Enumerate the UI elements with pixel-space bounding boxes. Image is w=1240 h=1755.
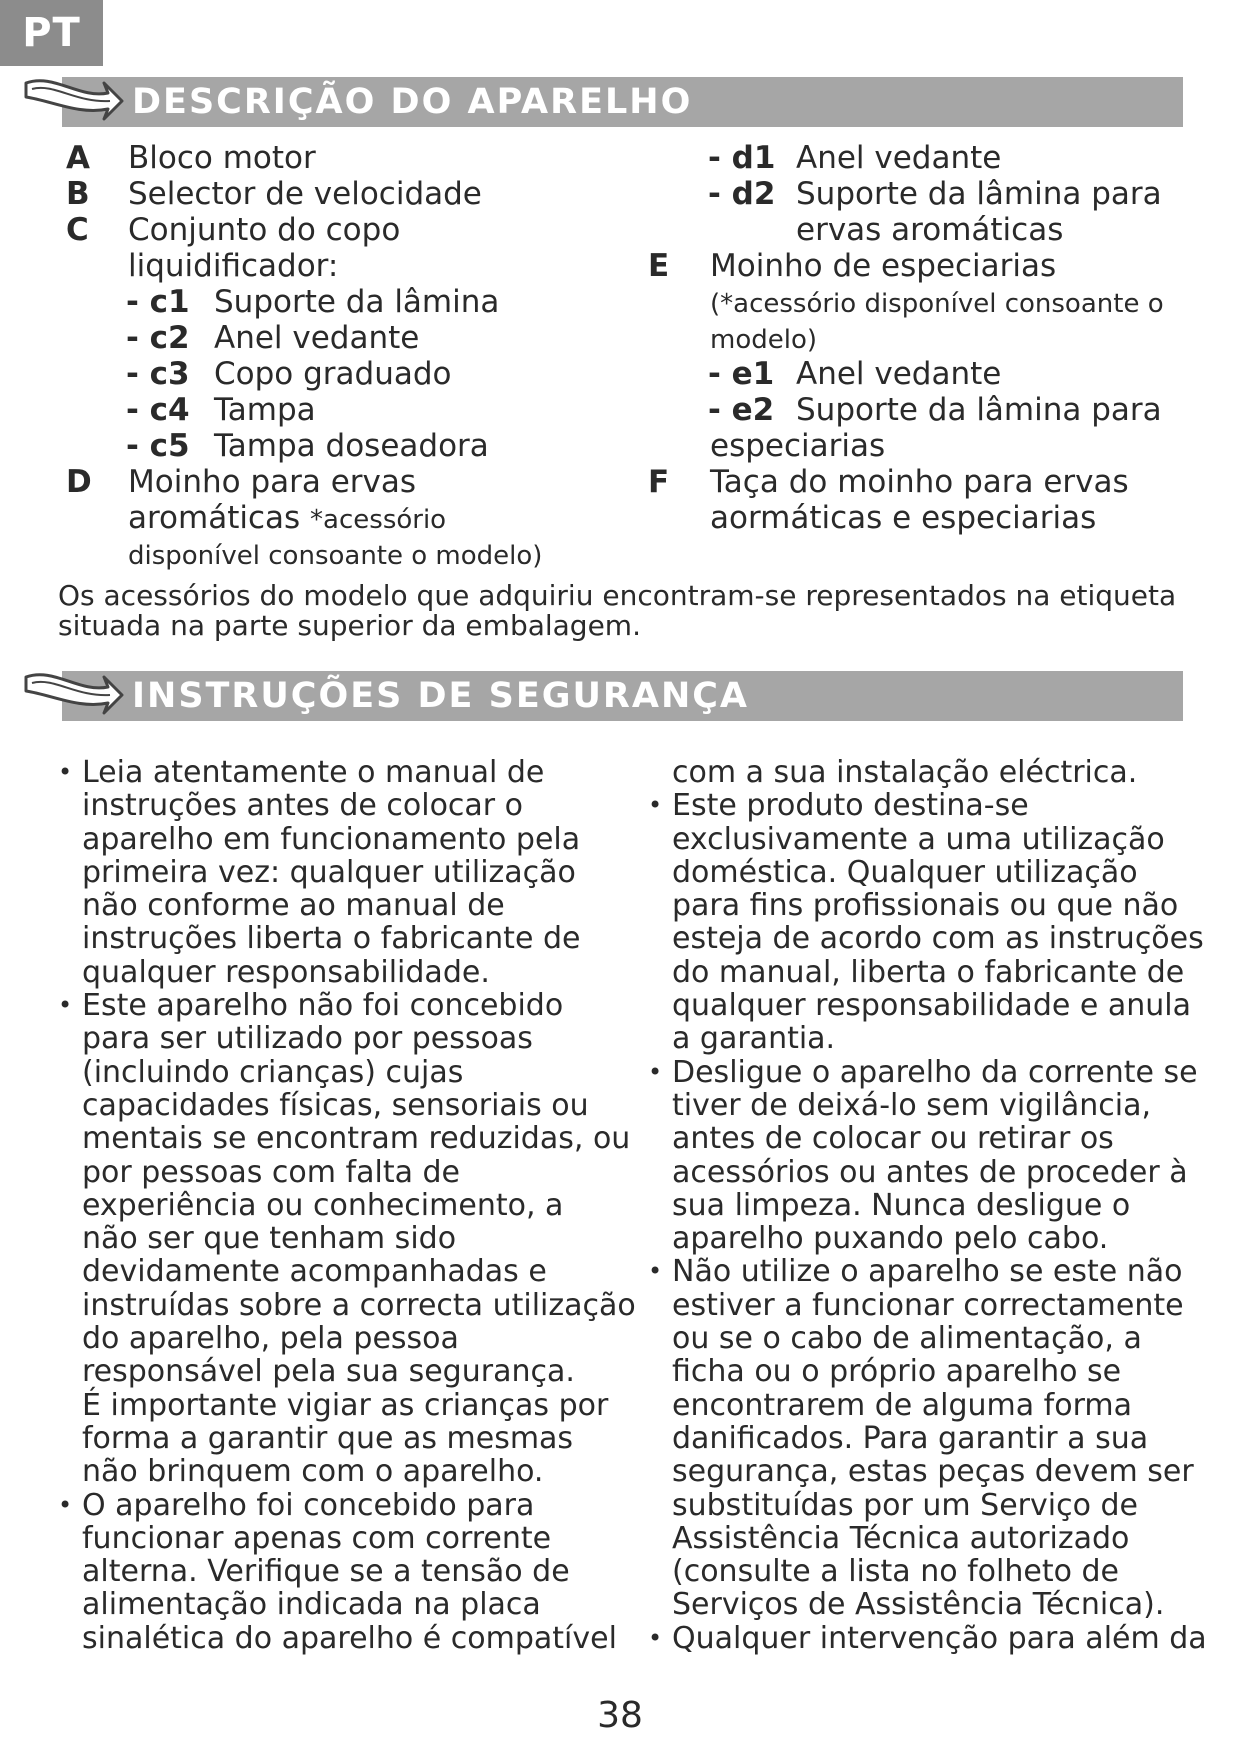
page-number: 38 [597, 1695, 643, 1736]
text-line: com a sua instalação eléctrica. [672, 755, 1138, 790]
bullet-icon: • [648, 1057, 663, 1086]
text-line: aparelho em funcionamento pela [82, 821, 581, 857]
text-line: a garantia. [672, 1021, 836, 1057]
text-line: forma a garantir que as mesmas [82, 1420, 574, 1456]
text-line: Assistência Técnica autorizado [672, 1520, 1130, 1556]
text-line: estiver a funcionar correctamente [672, 1287, 1184, 1323]
text-line: instruídas sobre a correcta utilização [82, 1287, 636, 1323]
text-line: • Leia atentamente o manual de [58, 755, 545, 790]
section-header-description [62, 77, 1183, 127]
text-line: tiver de deixá-lo sem vigilância, [672, 1087, 1152, 1123]
text-line: para ser utilizado por pessoas [82, 1021, 533, 1057]
text-line: sinalética do aparelho é compatível [82, 1620, 617, 1656]
bullet-icon: • [648, 791, 663, 820]
text-line: acessórios ou antes de proceder à [672, 1154, 1188, 1190]
text-line: instruções liberta o fabricante de [82, 921, 581, 957]
arrow-icon [24, 71, 124, 131]
text-line: • Não utilize o aparelho se este não [648, 1254, 1183, 1290]
item-d2-cont: ervas aromáticas [796, 212, 1064, 248]
text-line: devidamente acompanhadas e [82, 1254, 547, 1290]
safety-column-left [58, 755, 636, 1656]
text-line: qualquer responsabilidade e anula [672, 988, 1191, 1024]
text-line: sua limpeza. Nunca desligue o [672, 1187, 1131, 1223]
text-line: não conforme ao manual de [82, 888, 505, 924]
bullet-icon: • [648, 1257, 663, 1286]
item-d1: - d1 Anel vedante [708, 140, 1002, 176]
accessories-note: Os acessórios do modelo que adquiriu encontram-se representados na etiqueta situada na parte superior da embalagem. [58, 579, 1177, 642]
text-line: primeira vez: qualquer utilização [82, 854, 576, 890]
text-line: ficha ou o próprio aparelho se [672, 1354, 1122, 1390]
item-c4: - c4 Tampa [126, 392, 316, 428]
section-header-safety [62, 671, 1183, 721]
arrow-icon [24, 665, 124, 725]
item-c2: - c2 Anel vedante [126, 320, 420, 356]
text-line: • Este aparelho não foi concebido [58, 988, 564, 1024]
text-line: capacidades físicas, sensoriais ou [82, 1087, 589, 1123]
text-line: não brinquem com o aparelho. [82, 1454, 544, 1490]
item-d-cont: aromáticas *acessório [128, 500, 447, 536]
text-line: ou se o cabo de alimentação, a [672, 1321, 1142, 1357]
text-line: danificados. Para garantir a sua [672, 1420, 1149, 1456]
text-line: por pessoas com falta de [82, 1154, 461, 1190]
text-line: substituídas por um Serviço de [672, 1487, 1138, 1523]
text-line: para fins profissionais ou que não [672, 888, 1179, 924]
bullet-icon: • [648, 1623, 663, 1652]
text-line: • Este produto destina-se [648, 788, 1029, 824]
text-line: não ser que tenham sido [82, 1221, 457, 1257]
text-line: do manual, liberta o fabricante de [672, 954, 1185, 990]
bullet-icon: • [58, 758, 73, 786]
item-f-cont: aormáticas e especiarias [710, 500, 1097, 536]
item-d2: - d2 Suporte da lâmina para [708, 176, 1162, 212]
text-line: qualquer responsabilidade. [82, 954, 490, 990]
section-title-safety: INSTRUÇÕES DE SEGURANÇA [132, 676, 750, 716]
text-line: mentais se encontram reduzidas, ou [82, 1121, 631, 1157]
item-c-cont: liquidificador: [128, 248, 339, 284]
item-c3: - c3 Copo graduado [126, 356, 452, 392]
item-c5: - c5 Tampa doseadora [126, 428, 489, 464]
item-e1: - e1 Anel vedante [708, 356, 1002, 392]
section-title-description: DESCRIÇÃO DO APARELHO [132, 82, 693, 122]
text-line: (consulte a lista no folheto de [672, 1554, 1119, 1590]
text-line: esteja de acordo com as instruções [672, 921, 1204, 957]
item-e2-cont: especiarias [710, 428, 886, 464]
text-line: • Qualquer intervenção para além da [648, 1620, 1207, 1656]
text-line: (incluindo crianças) cujas [82, 1054, 464, 1090]
item-c1: - c1 Suporte da lâmina [126, 284, 500, 320]
text-line: exclusivamente a uma utilização [672, 821, 1165, 857]
bullet-icon: • [58, 991, 73, 1020]
text-line: do aparelho, pela pessoa [82, 1321, 459, 1357]
item-e2: - e2 Suporte da lâmina para [708, 392, 1162, 428]
text-line: • Desligue o aparelho da corrente se [648, 1054, 1198, 1090]
item-e-note1: (*acessório disponível consoante o [710, 289, 1164, 319]
text-line: alterna. Verifique se a tensão de [82, 1554, 570, 1590]
text-line: É importante vigiar as crianças por [82, 1387, 609, 1423]
text-line: experiência ou conhecimento, a [82, 1187, 564, 1223]
safety-column-right [648, 755, 1207, 1656]
text-line: antes de colocar ou retirar os [672, 1121, 1114, 1157]
text-line: • O aparelho foi concebido para [58, 1487, 535, 1523]
text-line: aparelho puxando pelo cabo. [672, 1221, 1109, 1257]
text-line: funcionar apenas com corrente [82, 1520, 552, 1556]
text-line: instruções antes de colocar o [82, 788, 524, 824]
language-tab: PT [0, 0, 103, 66]
text-line: responsável pela sua segurança. [82, 1354, 575, 1390]
bullet-icon: • [58, 1490, 73, 1519]
text-line: encontrarem de alguma forma [672, 1387, 1132, 1423]
text-line: alimentação indicada na placa [82, 1587, 541, 1623]
text-line: segurança, estas peças devem ser [672, 1454, 1194, 1490]
item-d-note: disponível consoante o modelo) [128, 541, 543, 571]
text-line: doméstica. Qualquer utilização [672, 854, 1138, 890]
item-e-note2: modelo) [710, 325, 818, 355]
text-line: Serviços de Assistência Técnica). [672, 1587, 1165, 1623]
